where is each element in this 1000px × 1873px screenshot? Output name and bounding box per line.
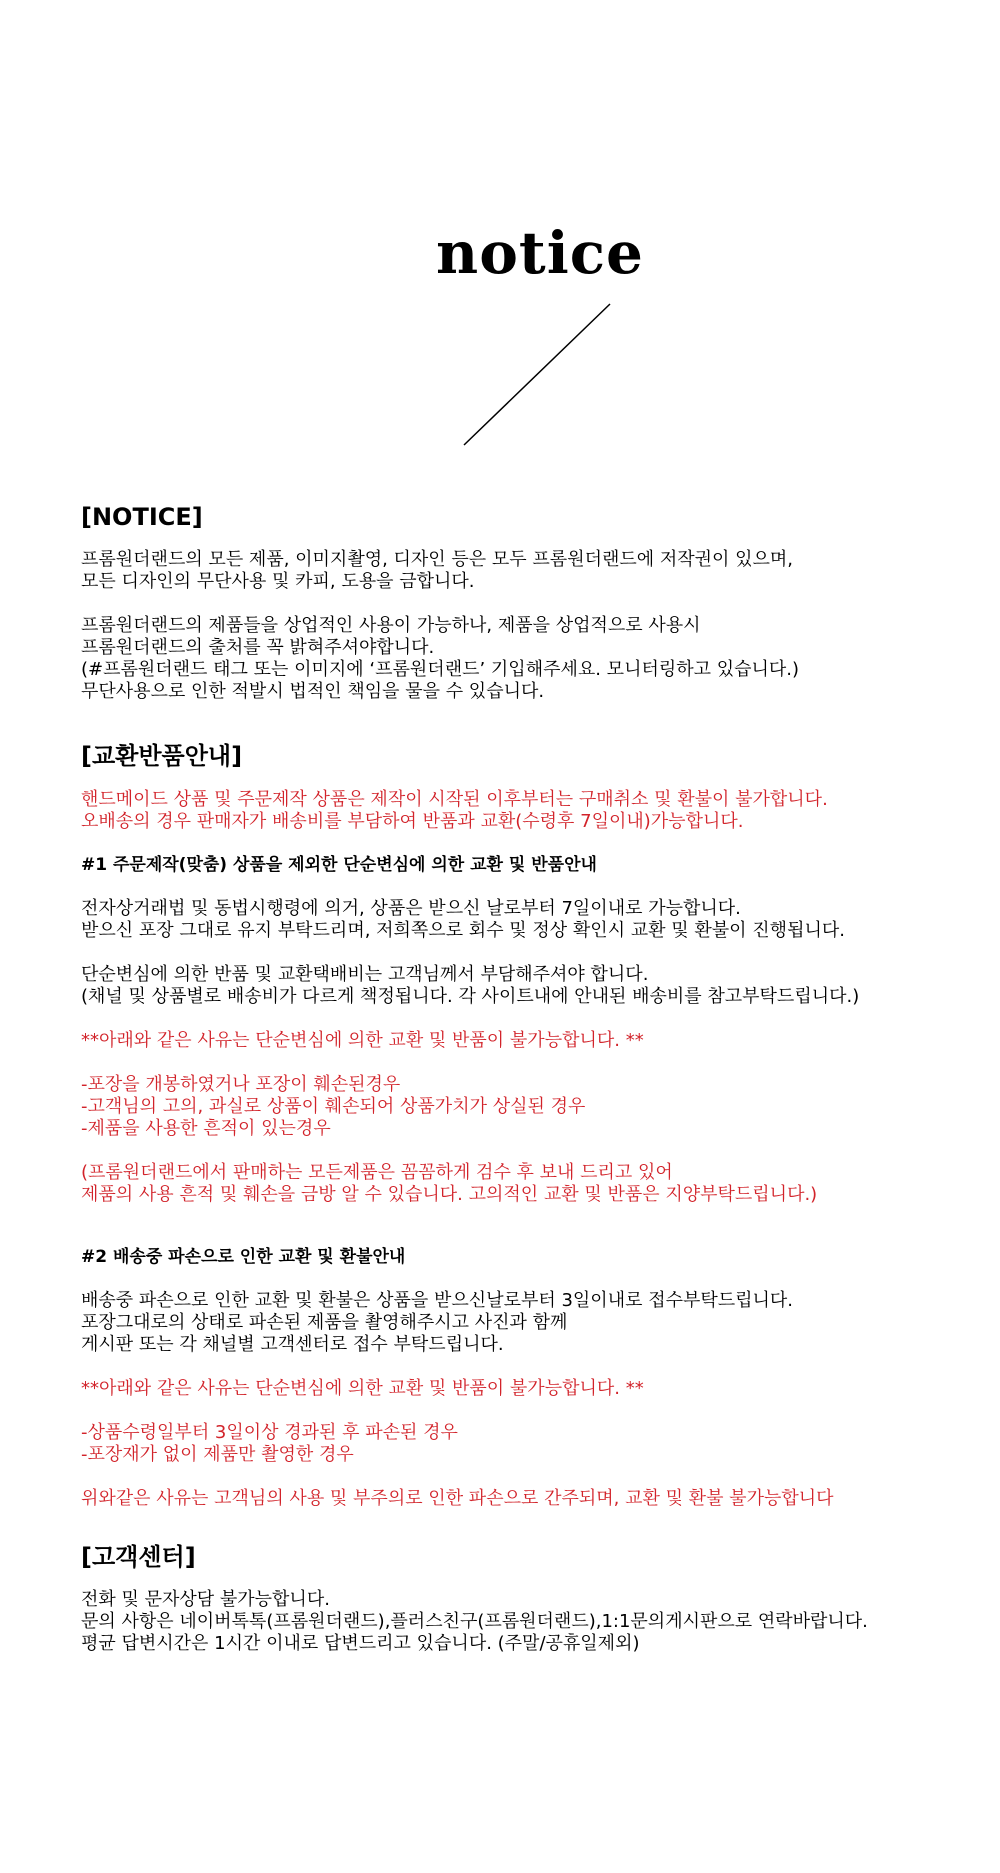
exchange-heading: [교환반품안내]	[81, 742, 243, 770]
section-2-reason-list	[81, 1422, 981, 1466]
section-2-title: #2 배송중 파손으로 인한 교환 및 환불안내	[81, 1247, 406, 1267]
text-line: 문의 사항은 네이버톡톡(프롬원더랜드),플러스친구(프롬원더랜드),1:1문의게시판으로 연락바랍니다.	[81, 1611, 868, 1632]
section-1-shipping-fee-paragraph	[81, 964, 981, 1008]
section-2-reason-heading: **아래와 같은 사유는 단순변심에 의한 교환 및 반품이 불가능합니다. **	[81, 1378, 644, 1399]
text-line: 핸드메이드 상품 및 주문제작 상품은 제작이 시작된 이후부터는 구매취소 및 환불이 불가합니다.	[81, 789, 828, 810]
notice-heading: [NOTICE]	[81, 503, 203, 531]
text-line: 프롬원더랜드의 제품들을 상업적인 사용이 가능하나, 제품을 상업적으로 사용시	[81, 615, 701, 636]
text-line: 모든 디자인의 무단사용 및 카피, 도용을 금합니다.	[81, 571, 475, 592]
text-line: 전화 및 문자상담 불가능합니다.	[81, 1589, 330, 1610]
text-line: 배송중 파손으로 인한 교환 및 환불은 상품을 받으신날로부터 3일이내로 접수부탁드립니다.	[81, 1290, 794, 1311]
section-2-final-note: 위와같은 사유는 고객님의 사용 및 부주의로 인한 파손으로 간주되며, 교환 및 환불 불가능합니다	[81, 1488, 834, 1509]
customer-center-heading: [고객센터]	[81, 1543, 196, 1571]
text-line: (채널 및 상품별로 배송비가 다르게 책정됩니다. 각 사이트내에 안내된 배송비를 참고부탁드립니다.)	[81, 986, 860, 1007]
list-item: -포장재가 없이 제품만 촬영한 경우	[81, 1444, 354, 1465]
text-line: (프롬원더랜드에서 판매하는 모든제품은 꼼꼼하게 검수 후 보내 드리고 있어	[81, 1162, 673, 1183]
section-1-reason-list	[81, 1074, 981, 1140]
text-line: 단순변심에 의한 반품 및 교환택배비는 고객님께서 부담해주셔야 합니다.	[81, 964, 649, 985]
text-line: 전자상거래법 및 동법시행령에 의거, 상품은 받으신 날로부터 7일이내로 가능합니다.	[81, 898, 741, 919]
section-1-period-paragraph	[81, 898, 981, 942]
exchange-warning	[81, 789, 981, 833]
page-title: notice	[436, 219, 644, 287]
text-line: 프롬원더랜드의 출처를 꼭 밝혀주셔야합니다.	[81, 637, 435, 658]
section-1-title: #1 주문제작(맞춤) 상품을 제외한 단순변심에 의한 교환 및 반품안내	[81, 855, 597, 875]
section-1-note	[81, 1162, 981, 1206]
text-line: 무단사용으로 인한 적발시 법적인 책임을 물을 수 있습니다.	[81, 681, 545, 702]
text-line: 게시판 또는 각 채널별 고객센터로 접수 부탁드립니다.	[81, 1334, 504, 1355]
text-line: 포장그대로의 상태로 파손된 제품을 촬영해주시고 사진과 함께	[81, 1312, 568, 1333]
section-2-damage-paragraph	[81, 1290, 981, 1356]
text-line: (#프롬원더랜드 태그 또는 이미지에 ‘프롬원더랜드’ 기입해주세요. 모니터링하고 있습니다.)	[81, 659, 800, 680]
list-item: -고객님의 고의, 과실로 상품이 훼손되어 상품가치가 상실된 경우	[81, 1096, 586, 1117]
list-item: -상품수령일부터 3일이상 경과된 후 파손된 경우	[81, 1422, 458, 1443]
text-line: 제품의 사용 흔적 및 훼손을 금방 알 수 있습니다. 고의적인 교환 및 반품은 지양부탁드립니다.)	[81, 1184, 818, 1205]
text-line: 오배송의 경우 판매자가 배송비를 부담하여 반품과 교환(수령후 7일이내)가능합니다.	[81, 811, 744, 832]
notice-copyright-paragraph	[81, 549, 981, 593]
section-1-reason-heading: **아래와 같은 사유는 단순변심에 의한 교환 및 반품이 불가능합니다. **	[81, 1030, 644, 1051]
notice-commercial-use-paragraph	[81, 615, 981, 703]
text-line: 프롬원더랜드의 모든 제품, 이미지촬영, 디자인 등은 모두 프롬원더랜드에 저작권이 있으며,	[81, 549, 794, 570]
list-item: -제품을 사용한 흔적이 있는경우	[81, 1118, 331, 1139]
text-line: 받으신 포장 그대로 유지 부탁드리며, 저희쪽으로 회수 및 정상 확인시 교환 및 환불이 진행됩니다.	[81, 920, 845, 941]
notice-content	[81, 500, 981, 1655]
diagonal-divider	[462, 303, 612, 446]
list-item: -포장을 개봉하였거나 포장이 훼손된경우	[81, 1074, 401, 1095]
customer-center-paragraph	[81, 1589, 981, 1655]
text-line: 평균 답변시간은 1시간 이내로 답변드리고 있습니다. (주말/공휴일제외)	[81, 1633, 640, 1654]
